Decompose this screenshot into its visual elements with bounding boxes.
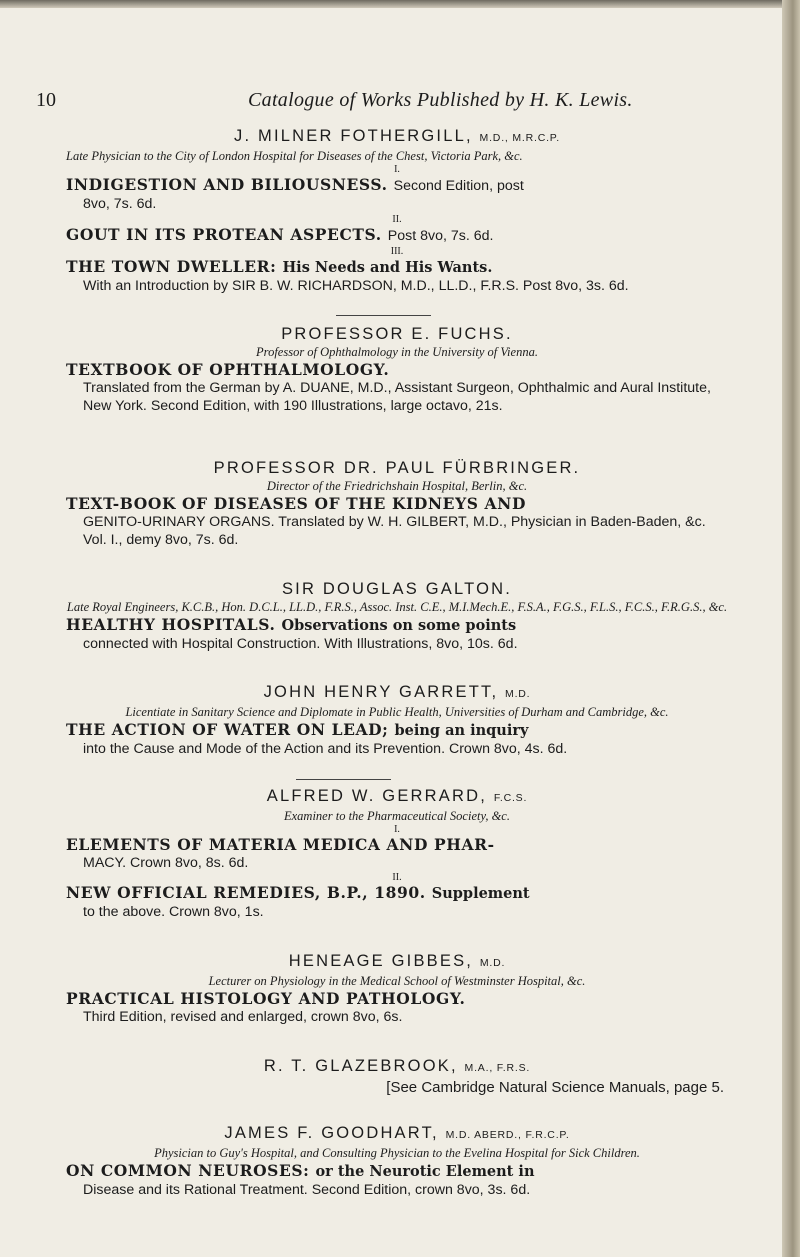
book-title-text: THE TOWN DWELLER: [66,256,277,276]
entry-gibbes [66,950,728,1027]
book-title-text: TEXT-BOOK OF DISEASES OF THE KIDNEYS AND [66,494,526,514]
book-title-text: NEW OFFICIAL REMEDIES, B.P., 1890. [66,883,426,903]
author-affiliation: Examiner to the Pharmaceutical Society, &c. [284,808,510,823]
entry-fothergill [66,125,728,295]
book-title-text: PRACTICAL HISTOLOGY AND PATHOLOGY. [66,988,466,1008]
author-affiliation: Director of the Friedrichshain Hospital, Berlin, &c. [266,479,528,494]
author-degrees: M.D. [505,688,531,701]
book-title [66,883,728,904]
author-heading [66,125,728,149]
book-description: to the above. Crown 8vo, 1s. [83,904,264,921]
book-title [66,494,728,514]
book-subtitle: His Needs and His Wants. [282,258,493,276]
book-title-text: TEXTBOOK OF OPHTHALMOLOGY. [66,360,390,380]
book-numeral: I. [394,164,400,175]
book-title [66,835,728,855]
author-affiliation: Late Royal Engineers, K.C.B., Hon. D.C.L., LL.D., F.R.S., Assoc. Inst. C.E., M.I.Mech.E., F.S.A., F.G.S., F.L.S., F.C.S., F.R.G.S., &c. [66,599,728,614]
author-affiliation: Professor of Ophthalmology in the University of Vienna. [256,345,538,360]
author-heading [66,1055,728,1079]
author-degrees: M.D. ABERD., F.R.C.P. [445,1129,570,1142]
author-heading [66,578,728,600]
entry-furbringer [66,457,728,549]
author-heading [66,681,728,705]
author-name: HENEAGE GIBBES, [288,951,474,970]
book-title [66,720,728,741]
book-title [66,225,728,246]
book-title-text: ON COMMON NEUROSES: [66,1161,310,1181]
book-title-text: INDIGESTION AND BILIOUSNESS. [66,175,388,194]
book-numeral: II. [392,872,402,884]
author-name: R. T. GLAZEBROOK, [263,1056,458,1075]
author-heading [66,785,728,809]
entry-garrett [66,681,728,759]
author-degrees: M.A., F.R.S. [464,1061,531,1074]
book-description: Third Edition, revised and enlarged, crown 8vo, 6s. [83,1008,403,1025]
author-name: PROFESSOR E. FUCHS. [281,325,513,344]
author-affiliation: Late Physician to the City of London Hospital for Diseases of the Chest, Victoria Park, &c. [66,149,523,163]
entry-fuchs [66,323,728,415]
entry-gerrard [66,785,728,922]
author-degrees: M.D., M.R.C.P. [479,132,560,144]
author-affiliation: Lecturer on Physiology in the Medical School of Westminster Hospital, &c. [208,973,586,988]
book-title-text: GOUT IN ITS PROTEAN ASPECTS. [66,224,382,244]
book-description: Translated from the German by A. DUANE, M.D., Assistant Surgeon, Ophthalmic and Aural Institute, New York. Second Edition, with 190 Illustrations, large octavo, 21s. [83,380,711,414]
separator-rule [296,779,391,780]
book-title [66,615,728,636]
running-head [36,89,726,113]
author-degrees: M.D. [479,956,506,969]
book-description: 8vo, 7s. 6d. [83,196,157,212]
author-affiliation: Licentiate in Sanitary Science and Diplomate in Public Health, Universities of Durham and Cambridge, &c. [125,705,669,720]
author-affiliation: Physician to Guy's Hospital, and Consulting Physician to the Evelina Hospital for Sick Children. [154,1146,640,1161]
author-degrees: F.C.S. [493,791,528,804]
book-title-text: HEALTHY HOSPITALS. [66,614,276,634]
book-numeral: III. [390,245,404,257]
author-name: J. MILNER FOTHERGILL, [234,127,473,145]
book-desc-inline: Supplement [431,885,530,903]
cross-reference-note: [See Cambridge Natural Science Manuals, page 5. [386,1078,724,1096]
book-desc-inline: Post 8vo, 7s. 6d. [387,227,494,244]
book-description: MACY. Crown 8vo, 8s. 6d. [83,854,249,871]
author-name: SIR DOUGLAS GALTON. [281,579,513,598]
book-subtitle: Observations on some points [281,616,517,634]
entry-galton [66,578,728,654]
author-heading [66,950,728,974]
page-top-shadow [0,0,800,8]
running-title: Catalogue of Works Published by H. K. Lewis. [248,89,633,111]
author-name: JAMES F. GOODHART, [224,1124,439,1143]
book-numeral: I. [394,823,400,835]
book-title [66,360,728,380]
book-title [66,175,728,196]
author-name: ALFRED W. GERRARD, [266,786,488,805]
book-spine-edge [782,0,800,1257]
catalogue-content [66,125,728,1200]
separator-rule [336,315,431,316]
author-heading [66,457,728,479]
book-description: into the Cause and Mode of the Action and its Prevention. Crown 8vo, 4s. 6d. [83,741,568,758]
book-subtitle: being an inquiry [394,722,529,740]
page-number: 10 [36,89,56,111]
book-title [66,989,728,1009]
entry-glazebrook [66,1055,728,1097]
book-title-text: ELEMENTS OF MATERIA MEDICA AND PHAR- [66,834,495,854]
book-title [66,257,728,278]
book-description: Disease and its Rational Treatment. Second Edition, crown 8vo, 3s. 6d. [83,1182,531,1199]
author-name: JOHN HENRY GARRETT, [263,683,499,702]
book-description: connected with Hospital Construction. With Illustrations, 8vo, 10s. 6d. [83,635,518,652]
book-description: With an Introduction by SIR B. W. RICHARDSON, M.D., LL.D., F.R.S. Post 8vo, 3s. 6d. [83,277,629,294]
author-heading [66,1122,728,1146]
author-name: PROFESSOR DR. PAUL FÜRBRINGER. [213,459,581,478]
entry-goodhart [66,1122,728,1200]
book-title-text: THE ACTION OF WATER ON LEAD; [66,720,389,740]
book-desc-inline: Second Edition, post [393,178,524,194]
book-description: GENITO-URINARY ORGANS. Translated by W. H. GILBERT, M.D., Physician in Baden-Baden, &c. Vol. I., demy 8vo, 7s. 6d. [83,514,706,548]
book-title [66,1161,728,1182]
book-numeral: II. [392,213,402,225]
book-subtitle: or the Neurotic Element in [315,1163,535,1181]
author-heading [66,323,728,345]
